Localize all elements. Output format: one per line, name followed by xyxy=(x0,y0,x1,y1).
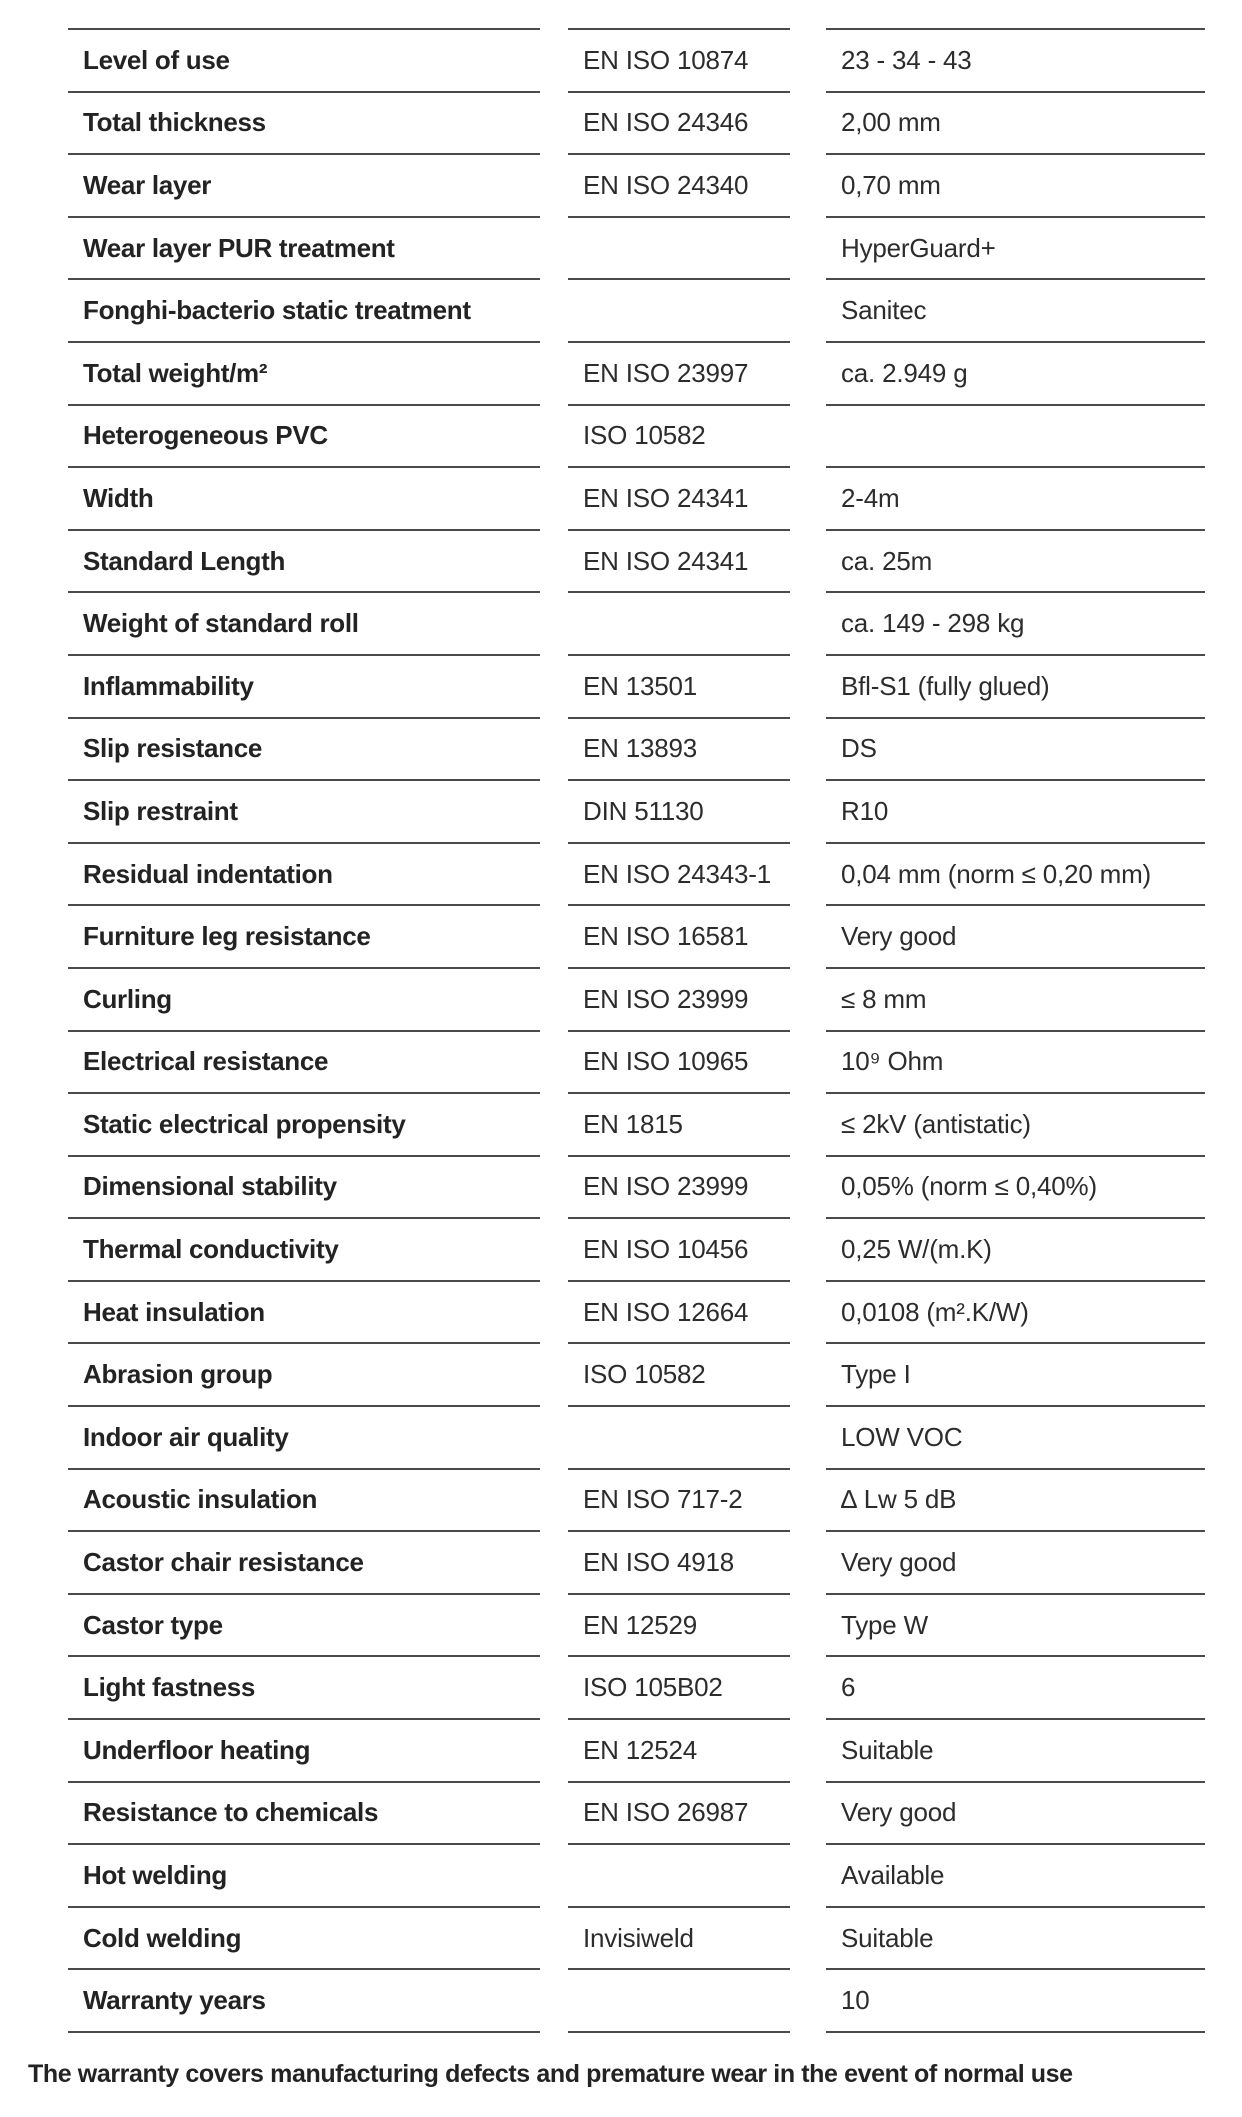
spec-property-cell: Dimensional stability xyxy=(68,1155,540,1218)
table-row xyxy=(68,591,1205,654)
table-row xyxy=(68,779,1205,842)
table-row xyxy=(68,1843,1205,1906)
table-row xyxy=(68,466,1205,529)
spec-property-cell: Furniture leg resistance xyxy=(68,904,540,967)
spec-value-cell: Sanitec xyxy=(826,278,1205,341)
spec-property-cell: Curling xyxy=(68,967,540,1030)
spec-property-cell: Inflammability xyxy=(68,654,540,717)
spec-value-cell: ca. 2.949 g xyxy=(826,341,1205,404)
spec-value-cell: Very good xyxy=(826,1530,1205,1593)
spec-standard-cell xyxy=(568,591,790,654)
spec-value-cell: R10 xyxy=(826,779,1205,842)
spec-standard-cell: EN ISO 23997 xyxy=(568,341,790,404)
spec-value-cell: Available xyxy=(826,1843,1205,1906)
spec-property-cell: Width xyxy=(68,466,540,529)
spec-property-cell: Wear layer PUR treatment xyxy=(68,216,540,279)
table-row xyxy=(68,1217,1205,1280)
spec-standard-cell: ISO 105B02 xyxy=(568,1655,790,1718)
spec-standard-cell: EN ISO 23999 xyxy=(568,967,790,1030)
spec-value-cell: HyperGuard+ xyxy=(826,216,1205,279)
table-row xyxy=(68,967,1205,1030)
table-row xyxy=(68,1405,1205,1468)
warranty-note: The warranty covers manufacturing defects and premature wear in the event of normal use xyxy=(28,2060,1073,2088)
spec-property-cell: Level of use xyxy=(68,28,540,91)
spec-value-cell: ca. 149 - 298 kg xyxy=(826,591,1205,654)
spec-standard-cell: EN ISO 12664 xyxy=(568,1280,790,1343)
spec-value-cell: 0,70 mm xyxy=(826,153,1205,216)
spec-property-cell: Acoustic insulation xyxy=(68,1468,540,1531)
table-row xyxy=(68,404,1205,467)
spec-standard-cell xyxy=(568,1843,790,1906)
spec-property-cell: Castor chair resistance xyxy=(68,1530,540,1593)
table-row xyxy=(68,1030,1205,1093)
spec-value-cell: Very good xyxy=(826,1781,1205,1844)
spec-property-cell: Castor type xyxy=(68,1593,540,1656)
spec-value-cell: LOW VOC xyxy=(826,1405,1205,1468)
spec-standard-cell: EN 12529 xyxy=(568,1593,790,1656)
spec-value-cell: 10⁹ Ohm xyxy=(826,1030,1205,1093)
spec-standard-cell: EN ISO 23999 xyxy=(568,1155,790,1218)
spec-property-cell: Underfloor heating xyxy=(68,1718,540,1781)
spec-property-cell: Standard Length xyxy=(68,529,540,592)
table-row xyxy=(68,1530,1205,1593)
spec-standard-cell: Invisiweld xyxy=(568,1906,790,1969)
spec-standard-cell: EN ISO 24346 xyxy=(568,91,790,154)
spec-value-cell: Very good xyxy=(826,904,1205,967)
spec-property-cell: Total weight/m² xyxy=(68,341,540,404)
spec-property-cell: Thermal conductivity xyxy=(68,1217,540,1280)
spec-property-cell: Total thickness xyxy=(68,91,540,154)
spec-standard-cell: DIN 51130 xyxy=(568,779,790,842)
spec-value-cell: 23 - 34 - 43 xyxy=(826,28,1205,91)
table-bottom-rule-segment xyxy=(568,2031,790,2033)
spec-standard-cell xyxy=(568,216,790,279)
spec-standard-cell: EN ISO 24341 xyxy=(568,529,790,592)
table-row xyxy=(68,717,1205,780)
table-row xyxy=(68,91,1205,154)
spec-value-cell: 0,04 mm (norm ≤ 0,20 mm) xyxy=(826,842,1205,905)
spec-value-cell xyxy=(826,404,1205,467)
spec-property-cell: Fonghi-bacterio static treatment xyxy=(68,278,540,341)
spec-value-cell: ∆ Lw 5 dB xyxy=(826,1468,1205,1531)
spec-property-cell: Residual indentation xyxy=(68,842,540,905)
spec-property-cell: Heterogeneous PVC xyxy=(68,404,540,467)
table-row xyxy=(68,28,1205,91)
table-row xyxy=(68,529,1205,592)
spec-value-cell: Suitable xyxy=(826,1906,1205,1969)
spec-value-cell: Type W xyxy=(826,1593,1205,1656)
table-row xyxy=(68,1593,1205,1656)
table-row xyxy=(68,654,1205,717)
spec-value-cell: 2-4m xyxy=(826,466,1205,529)
spec-property-cell: Light fastness xyxy=(68,1655,540,1718)
spec-standard-cell: EN ISO 16581 xyxy=(568,904,790,967)
spec-value-cell: 0,05% (norm ≤ 0,40%) xyxy=(826,1155,1205,1218)
table-row xyxy=(68,1655,1205,1718)
spec-standard-cell: EN ISO 717-2 xyxy=(568,1468,790,1531)
table-row xyxy=(68,904,1205,967)
spec-value-cell: Type I xyxy=(826,1342,1205,1405)
spec-standard-cell: EN 12524 xyxy=(568,1718,790,1781)
spec-property-cell: Wear layer xyxy=(68,153,540,216)
spec-standard-cell: EN ISO 24341 xyxy=(568,466,790,529)
spec-value-cell: 2,00 mm xyxy=(826,91,1205,154)
table-row xyxy=(68,1280,1205,1343)
spec-standard-cell: EN ISO 26987 xyxy=(568,1781,790,1844)
table-row xyxy=(68,1968,1205,2031)
table-row xyxy=(68,341,1205,404)
spec-value-cell: ≤ 8 mm xyxy=(826,967,1205,1030)
spec-standard-cell: EN 1815 xyxy=(568,1092,790,1155)
table-row xyxy=(68,216,1205,279)
spec-standard-cell: EN ISO 10965 xyxy=(568,1030,790,1093)
spec-value-cell: 6 xyxy=(826,1655,1205,1718)
spec-property-cell: Static electrical propensity xyxy=(68,1092,540,1155)
spec-standard-cell: EN ISO 24343-1 xyxy=(568,842,790,905)
table-bottom-rule-segment xyxy=(826,2031,1205,2033)
spec-property-cell: Abrasion group xyxy=(68,1342,540,1405)
spec-standard-cell: ISO 10582 xyxy=(568,404,790,467)
spec-value-cell: DS xyxy=(826,717,1205,780)
spec-value-cell: Suitable xyxy=(826,1718,1205,1781)
spec-standard-cell: EN 13893 xyxy=(568,717,790,780)
spec-value-cell: 0,0108 (m².K/W) xyxy=(826,1280,1205,1343)
spec-standard-cell: EN 13501 xyxy=(568,654,790,717)
spec-value-cell: 10 xyxy=(826,1968,1205,2031)
table-row xyxy=(68,1092,1205,1155)
table-bottom-rule-segment xyxy=(68,2031,540,2033)
table-row xyxy=(68,1155,1205,1218)
spec-property-cell: Heat insulation xyxy=(68,1280,540,1343)
spec-standard-cell: EN ISO 24340 xyxy=(568,153,790,216)
table-row xyxy=(68,1906,1205,1969)
spec-standard-cell: EN ISO 4918 xyxy=(568,1530,790,1593)
spec-property-cell: Cold welding xyxy=(68,1906,540,1969)
spec-standard-cell xyxy=(568,1968,790,2031)
table-row xyxy=(68,1342,1205,1405)
table-row xyxy=(68,1468,1205,1531)
spec-property-cell: Resistance to chemicals xyxy=(68,1781,540,1844)
spec-property-cell: Weight of standard roll xyxy=(68,591,540,654)
spec-property-cell: Electrical resistance xyxy=(68,1030,540,1093)
spec-standard-cell: EN ISO 10874 xyxy=(568,28,790,91)
table-row xyxy=(68,842,1205,905)
spec-table xyxy=(68,28,1205,2031)
spec-standard-cell xyxy=(568,1405,790,1468)
spec-standard-cell: ISO 10582 xyxy=(568,1342,790,1405)
spec-value-cell: Bfl-S1 (fully glued) xyxy=(826,654,1205,717)
spec-value-cell: ca. 25m xyxy=(826,529,1205,592)
spec-property-cell: Indoor air quality xyxy=(68,1405,540,1468)
spec-property-cell: Slip restraint xyxy=(68,779,540,842)
spec-standard-cell xyxy=(568,278,790,341)
spec-property-cell: Hot welding xyxy=(68,1843,540,1906)
spec-standard-cell: EN ISO 10456 xyxy=(568,1217,790,1280)
spec-value-cell: ≤ 2kV (antistatic) xyxy=(826,1092,1205,1155)
table-row xyxy=(68,1718,1205,1781)
spec-property-cell: Warranty years xyxy=(68,1968,540,2031)
spec-value-cell: 0,25 W/(m.K) xyxy=(826,1217,1205,1280)
table-row xyxy=(68,1781,1205,1844)
table-row xyxy=(68,278,1205,341)
table-row xyxy=(68,153,1205,216)
spec-property-cell: Slip resistance xyxy=(68,717,540,780)
